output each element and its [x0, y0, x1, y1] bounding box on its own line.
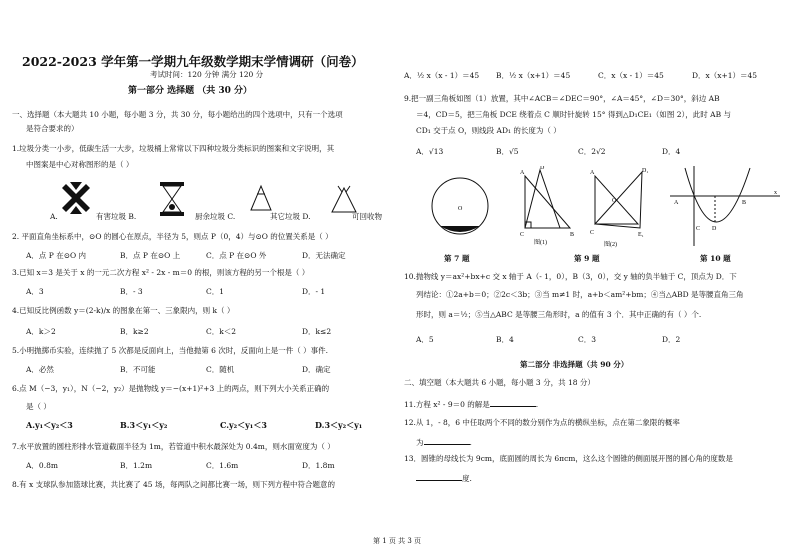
q10-option-c: C．3 — [578, 335, 597, 344]
other-waste-icon — [251, 186, 271, 210]
fig7-point-o: O — [458, 206, 463, 212]
q1-label-c: 厨余垃圾 C. — [195, 212, 236, 221]
figure-7-circle — [432, 178, 488, 234]
svg-text:A: A — [674, 200, 679, 206]
question-6: 6.点 M（−3，y₁），N（−2，y₂）是抛物线 y＝−(x+1)²+3 上的两点，则下列大小关系正确的 — [12, 384, 330, 393]
q11-text: 11.方程 x² - 9＝0 的解是 — [404, 400, 490, 409]
question-4: 4.已知反比例函数 y＝(2-k)/x 的图象在第一、三象限内，则 k（ ） — [12, 306, 235, 315]
section2-instructions: 二、填空题（本大题共 6 小题，每小题 3 分，共 18 分） — [404, 378, 595, 387]
q6-option-c: C.y₂＜y₁＜3 — [220, 420, 267, 430]
q2-option-b: B．点 P 在⊙O 上 — [120, 251, 181, 260]
q4-option-a: A．k＞2 — [26, 327, 56, 336]
svg-text:A: A — [590, 170, 595, 176]
question-5: 5.小明抛掷币实验，连续抛了 5 次都是反面向上，当他抛第 6 次时，反面向上是一件（ ）事件. — [12, 346, 329, 355]
question-13-cont — [416, 472, 472, 484]
q4-option-b: B．k≥2 — [120, 327, 149, 336]
q10-option-b: B．4 — [496, 335, 514, 344]
q6-option-d: D.3＜y₂＜y₁ — [315, 420, 363, 430]
q7-option-b: B．1.2m — [120, 461, 153, 470]
q9-option-c: C．2√2 — [578, 147, 606, 156]
q2-option-c: C．点 P 在⊙O 外 — [206, 251, 267, 260]
q6-option-b: B.3＜y₁＜y₂ — [120, 420, 168, 430]
q1-label-d: 其它垃圾 D. — [270, 212, 311, 221]
question-10-cont: 列结论：①2a+b＝0；②2c＜3b；③当 m≠1 时，a+b＜am²+bm；④当△ABD 是等腰直角三角 — [416, 290, 744, 299]
section1-instructions: 一、选择题（本大题共 10 小题，每小题 3 分，共 30 分，每小题给出的四个选项中，只有一个选项 — [12, 110, 343, 119]
question-9-cont2: CD₁ 交于点 O，则线段 AD₁ 的长度为（ ） — [416, 126, 561, 135]
q10-option-a: A．5 — [416, 335, 434, 344]
svg-text:B: B — [570, 232, 575, 238]
question-6-cont: 是（ ） — [26, 402, 51, 411]
svg-text:C: C — [590, 230, 595, 236]
svg-text:D₁: D₁ — [642, 168, 649, 174]
fig9-sub1: 图(1) — [534, 240, 547, 246]
recyclable-icon — [332, 186, 356, 212]
section1-instructions-cont: 是符合要求的） — [26, 124, 79, 133]
q8-option-d: D．x（x+1）＝45 — [692, 71, 758, 80]
q3-option-c: C．1 — [206, 287, 225, 296]
svg-text:E₁: E₁ — [638, 232, 644, 238]
question-1: 1.垃圾分类一小步，低碳生活一大步，垃圾桶上常常以下四种垃圾分类标识的图案和文字说明，其 — [12, 144, 335, 153]
exam-info: 考试时间：120 分钟 满分 120 分 — [150, 70, 264, 79]
figure-9-triangles — [520, 166, 574, 246]
svg-text:C: C — [696, 226, 701, 232]
q9-option-d: D．4 — [662, 147, 681, 156]
svg-text:O: O — [612, 198, 617, 204]
q7-option-d: D．1.8m — [302, 461, 335, 470]
q2-option-d: D．无法确定 — [302, 251, 346, 260]
question-12: 12.从 1，- 8，6 中任取两个不同的数分别作为点的横纵坐标，点在第二象限的概率 — [404, 418, 680, 427]
q1-label-a: A. — [50, 212, 58, 221]
page-footer: 第 1 页 共 3 页 — [372, 537, 422, 545]
fig9-sub2: 图(2) — [604, 242, 617, 248]
q12-text: 为 — [416, 438, 424, 447]
q4-option-c: C．k＜2 — [206, 327, 237, 336]
q8-option-b: B．½ x（x+1）＝45 — [496, 71, 571, 80]
question-2: 2. 平面直角坐标系中，⊙O 的圆心在原点，半径为 5，则点 P（0，4）与⊙O 的位置关系是（ ） — [12, 232, 333, 241]
q12-answer-blank[interactable] — [424, 436, 470, 445]
q11-answer-blank[interactable] — [490, 398, 536, 407]
q1-label-e: 可回收物 — [352, 212, 382, 221]
q7-option-a: A．0.8m — [26, 461, 58, 470]
figure-10-parabola — [670, 166, 780, 246]
svg-text:D: D — [540, 166, 545, 171]
q8-option-c: C．x（x - 1）＝45 — [598, 71, 664, 80]
hazardous-waste-icon — [62, 182, 90, 214]
fig10-caption: 第 10 题 — [700, 254, 731, 263]
q5-option-a: A．必然 — [26, 365, 54, 374]
question-10-cont2: 形时，则 a＝½；⑤当△ABC 是等腰三角形时，a 的值有 3 个．其中正确的有（ ）个. — [416, 310, 702, 319]
question-10: 10.抛物线 y＝ax²+bx+c 交 x 轴于 A（- 1，0），B（3，0），交 y 轴的负半轴于 C，顶点为 D．下 — [404, 272, 737, 281]
question-7: 7.水平放置的圆柱形排水管道截面半径为 1m，若管道中积水最深处为 0.4m，则水面宽度为（ ） — [12, 442, 335, 451]
q13-text: 度. — [462, 474, 472, 483]
question-9: 9.把一副三角板如图（1）放置，其中∠ACB＝∠DEC＝90°，∠A＝45°，∠D＝30°，斜边 AB — [404, 94, 720, 103]
q8-option-a: A．½ x（x - 1）＝45 — [404, 71, 480, 80]
q7-option-c: C．1.6m — [206, 461, 239, 470]
question-9-cont: ＝4，CD＝5，把三角板 DCE 绕着点 C 顺时针旋转 15° 得到△D₁CE₁（如图 2），此时 AB 与 — [416, 110, 731, 119]
page-title: 2022-2023 学年第一学期九年级数学期末学情调研（问卷） — [22, 54, 364, 69]
figures — [430, 166, 790, 252]
q9-option-b: B．√5 — [496, 147, 519, 156]
q9-option-a: A．√13 — [416, 147, 444, 156]
q2-option-a: A．点 P 在⊙O 内 — [26, 251, 87, 260]
question-11: 11.方程 x² - 9＝0 的解是 . — [404, 400, 539, 409]
fig9-caption: 第 9 题 — [574, 254, 600, 263]
q3-option-d: D．- 1 — [302, 287, 326, 296]
fig7-caption: 第 7 题 — [444, 254, 470, 263]
q6-option-a: A.y₁＜y₂＜3 — [26, 420, 73, 430]
question-3: 3.已知 x＝3 是关于 x 的一元二次方程 x² - 2x - m＝0 的根，则该方程的另一个根是（ ） — [12, 268, 310, 277]
question-12-cont: 为 . — [416, 438, 472, 447]
question-1-cont: 中图案是中心对称图形的是（ ） — [26, 160, 134, 169]
svg-text:x: x — [774, 190, 777, 196]
q1-label-b: 有害垃圾 B. — [96, 212, 137, 221]
svg-text:D: D — [712, 226, 717, 232]
q13-answer-blank[interactable] — [416, 472, 462, 481]
q5-option-d: D．确定 — [302, 365, 331, 374]
q10-option-d: D．2 — [662, 335, 681, 344]
question-8: 8.有 x 支球队参加篮球比赛，共比赛了 45 场，每两队之间都比赛一场，则下列方程中符合题意的 — [12, 480, 335, 489]
q4-option-d: D．k≤2 — [302, 327, 332, 336]
kitchen-waste-icon — [160, 182, 184, 216]
part2-heading: 第二部分 非选择题（共 90 分） — [520, 360, 629, 369]
svg-text:C: C — [520, 232, 525, 238]
q5-option-b: B．不可能 — [120, 365, 156, 374]
q3-option-a: A．3 — [26, 287, 44, 296]
figure-9-rotated — [590, 168, 648, 248]
svg-text:A: A — [520, 170, 525, 176]
q3-option-b: B．- 3 — [120, 287, 143, 296]
svg-text:B: B — [742, 200, 747, 206]
question-13: 13．圆锥的母线长为 9cm，底面圆的周长为 6πcm，这么这个圆锥的侧面展开图的圆心角的度数是 — [404, 454, 733, 463]
part1-heading: 第一部分 选择题 （共 30 分） — [128, 86, 253, 96]
q5-option-c: C．随机 — [206, 365, 235, 374]
